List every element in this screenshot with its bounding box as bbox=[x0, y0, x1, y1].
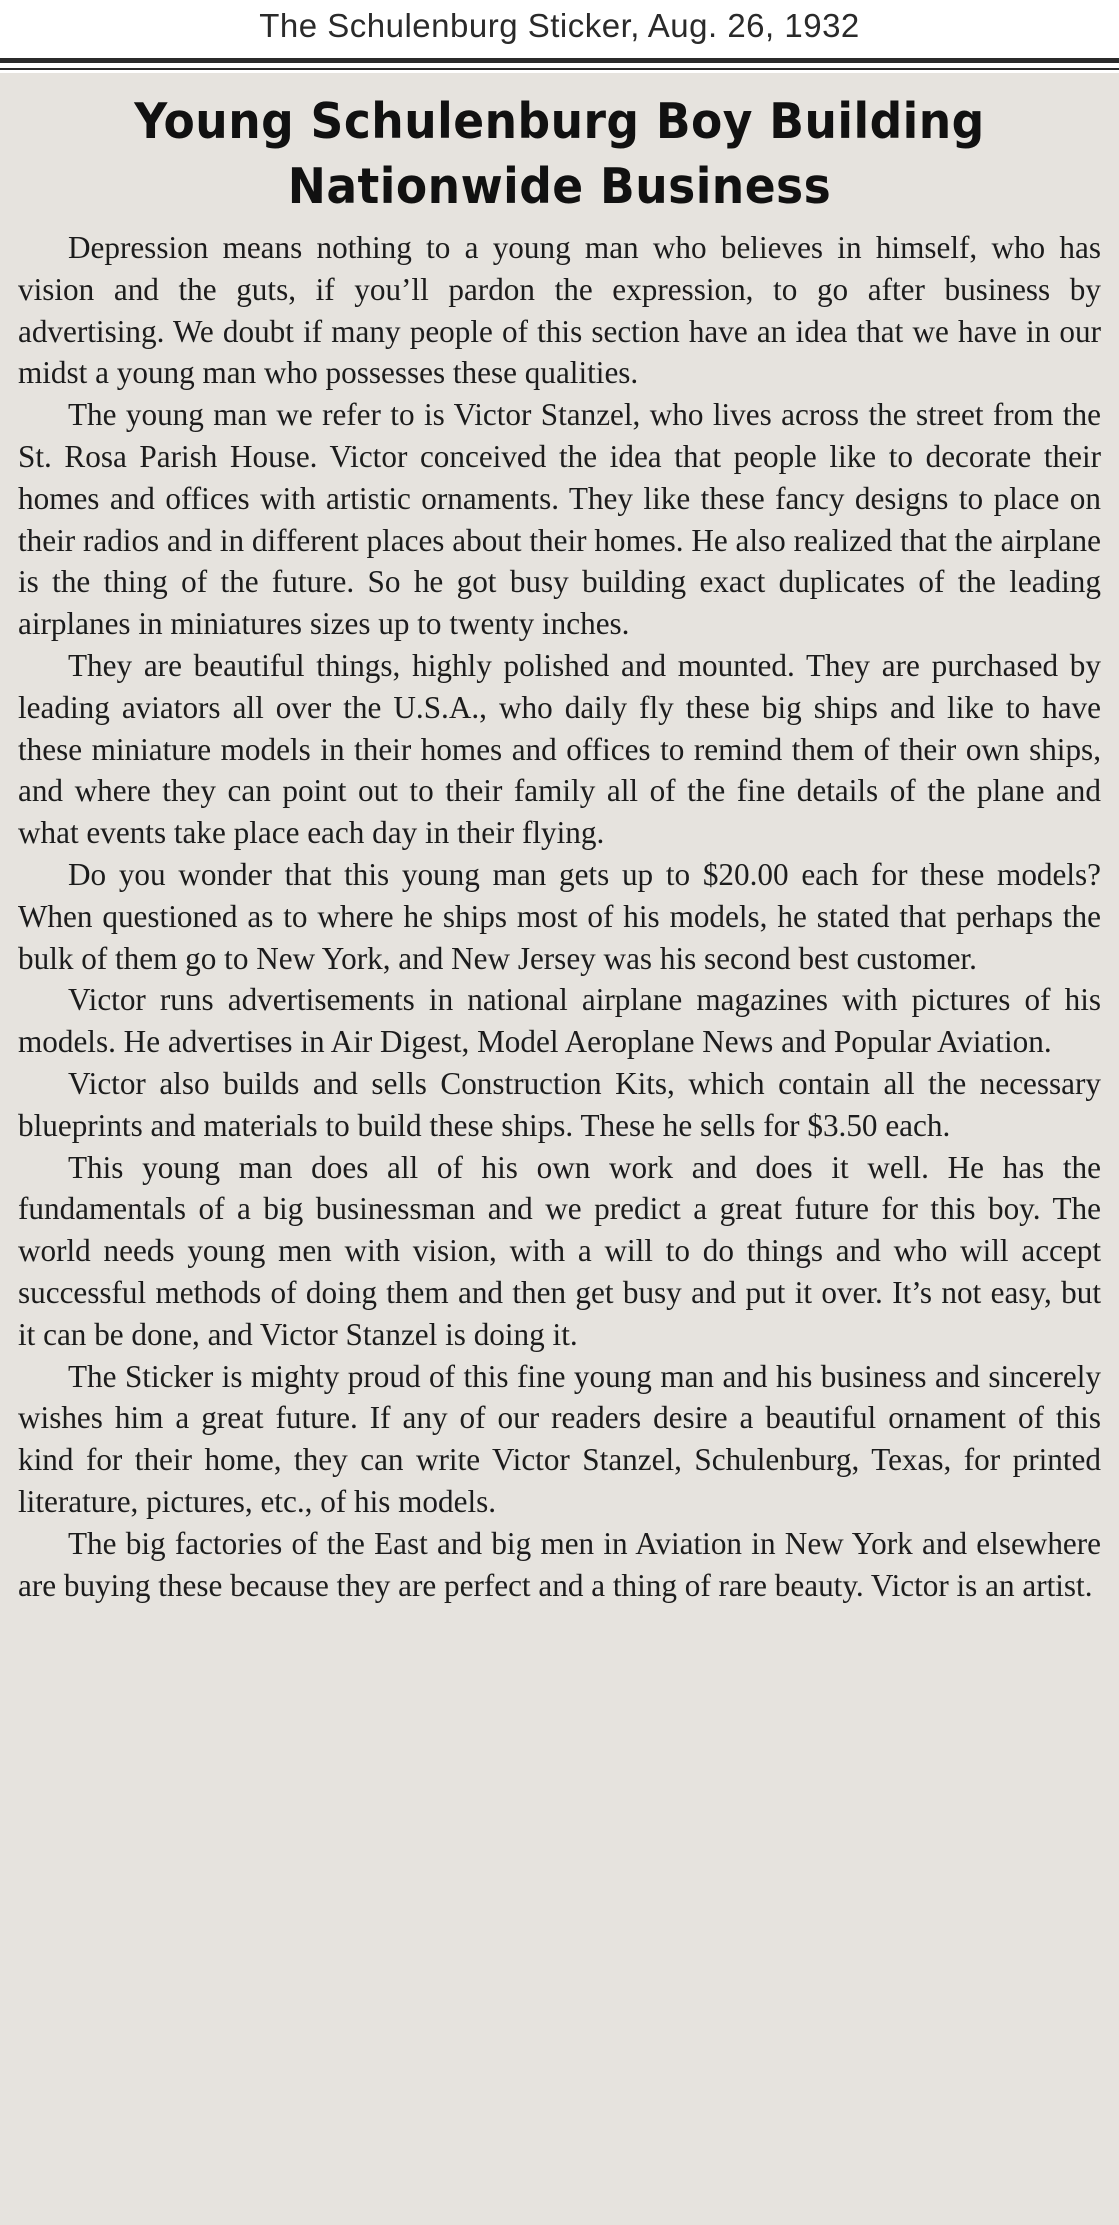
paragraph-2: The young man we refer to is Victor Stanzel, who lives across the street from the St. Rosa Parish House. Victor conceived the idea that people like to decorate their homes and offices with artistic ornaments. They like these fancy designs to place on their radios and in different places about their homes. He also realized that the airplane is the thing of the future. So he got busy building exact duplicates of the leading airplanes in miniatures sizes up to twenty inches. bbox=[18, 397, 1101, 642]
paragraph-8: The Sticker is mighty proud of this fine young man and his business and sincerely wishes him a great future. If any of our readers desire a beautiful ornament of this kind for their home, they can write Victor Stanzel, Schulenburg, Texas, for printed literature, pictures, etc., of his models. bbox=[18, 1358, 1101, 1519]
paragraph-1: Depression means nothing to a young man who believes in himself, who has vision and the guts, if you’ll pardon the expression, to go after business by advertising. We doubt if many people of this section have an idea that we have in our midst a young man who possesses these qualities. bbox=[18, 230, 1101, 391]
masthead-strip bbox=[0, 0, 1119, 52]
article bbox=[0, 73, 1119, 2225]
paragraph-5: Victor runs advertisements in national airplane magazines with pictures of his models. He advertises in Air Digest, Model Aeroplane News and Popular Aviation. bbox=[18, 982, 1101, 1060]
paragraph-4: Do you wonder that this young man gets up to $20.00 each for these models? When questioned as to where he ships most of his models, he stated that perhaps the bulk of them go to New York, and New Jersey was his second best customer. bbox=[18, 856, 1101, 976]
header-rule-thin bbox=[0, 68, 1119, 70]
dateline: The Schulenburg Sticker, Aug. 26, 1932 bbox=[259, 7, 860, 44]
paragraph-6: Victor also builds and sells Construction Kits, which contain all the necessary blueprints and materials to build these ships. These he sells for $3.50 each. bbox=[18, 1065, 1101, 1143]
paragraph-3: They are beautiful things, highly polished and mounted. They are purchased by leading aviators all over the U.S.A., who daily fly these big ships and like to have these miniature models in their homes and offices to remind them of their own ships, and where they can point out to their family all of the fine details of the plane and what events take place each day in their flying. bbox=[18, 647, 1101, 851]
headline-line-2: Nationwide Business bbox=[287, 158, 832, 215]
header-rule-thick bbox=[0, 58, 1119, 63]
headline bbox=[56, 89, 1063, 219]
paragraph-9: The big factories of the East and big men in Aviation in New York and elsewhere are buying these because they are perfect and a thing of rare beauty. Victor is an artist. bbox=[18, 1525, 1101, 1603]
paragraph-7: This young man does all of his own work and does it well. He has the fundamentals of a big businessman and we predict a great future for this boy. The world needs young men with vision, with a will to do things and who will accept successful methods of doing them and then get busy and put it over. It’s not easy, but it can be done, and Victor Stanzel is doing it. bbox=[18, 1149, 1101, 1352]
article-body bbox=[18, 227, 1101, 1606]
headline-line-1: Young Schulenburg Boy Building bbox=[134, 93, 985, 150]
